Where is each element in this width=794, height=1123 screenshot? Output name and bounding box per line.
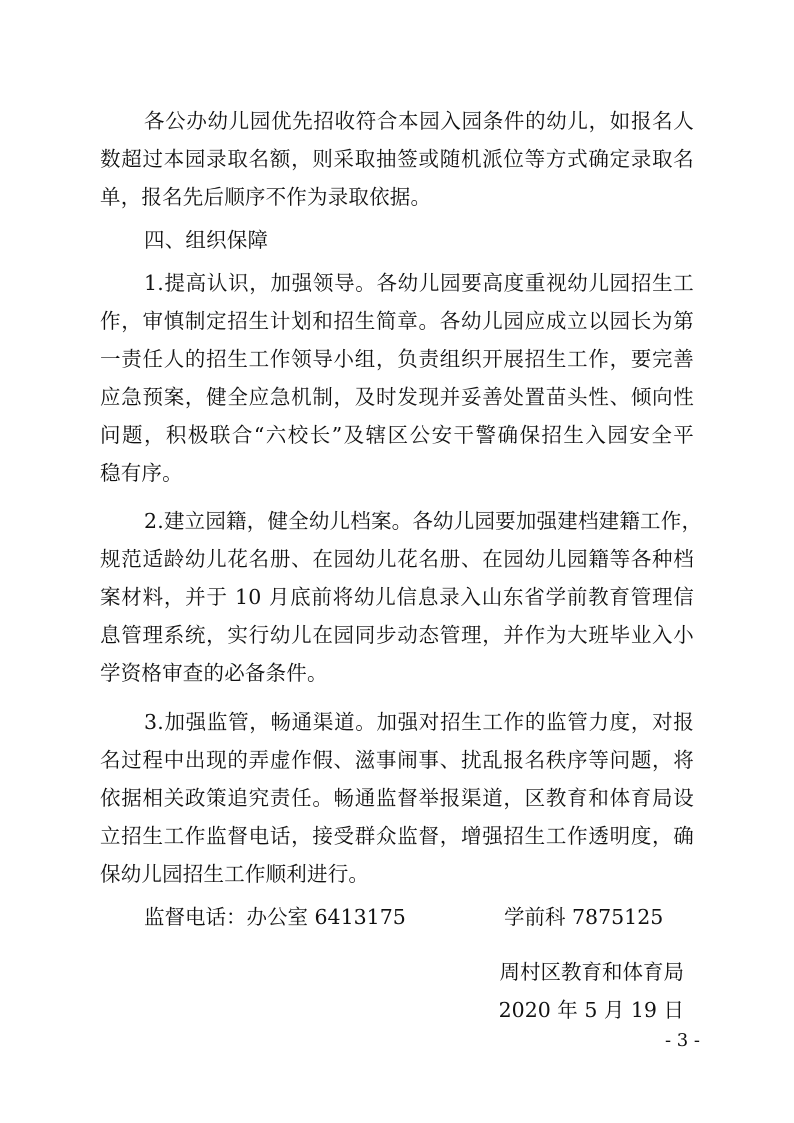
paragraph-4-line-3: 案材料，并于 10 月底前将幼儿信息录入山东省学前教育管理信 [100,585,694,609]
paragraph-3-line-5: 问题，积极联合“六校长”及辖区公安干警确保招生入园安全平 [100,423,694,447]
paragraph-1-line-3: 单，报名先后顺序不作为录取依据。 [100,185,432,209]
paragraph-3-line-1: 1.提高认识，加强领导。各幼儿园要高度重视幼儿园招生工 [144,271,694,295]
signature-date: 2020 年 5 月 19 日 [498,998,684,1022]
paragraph-5-line-5: 保幼儿园招生工作顺利进行。 [100,862,370,886]
paragraph-3-line-6: 稳有序。 [100,461,183,485]
paragraph-4-line-1: 2.建立园籍，健全幼儿档案。各幼儿园要加强建档建籍工作， [144,509,703,533]
section-heading: 四、组织保障 [144,228,269,252]
paragraph-3-line-2: 作，审慎制定招生计划和招生简章。各幼儿园应成立以园长为第 [100,309,694,333]
paragraph-5-line-4: 立招生工作监督电话，接受群众监督，增强招生工作透明度，确 [100,824,694,848]
page-number: - 3 - [664,1030,700,1051]
paragraph-5-line-3: 依据相关政策追究责任。畅通监督举报渠道，区教育和体育局设 [100,786,694,810]
paragraph-3-line-4: 应急预案，健全应急机制，及时发现并妥善处置苗头性、倾向性 [100,385,694,409]
signature-org: 周村区教育和体育局 [499,960,684,984]
paragraph-5-line-2: 名过程中出现的弄虚作假、滋事闹事、扰乱报名秩序等问题，将 [100,748,694,772]
supervision-phone [144,900,664,930]
paragraph-1-line-2: 数超过本园录取名额，则采取抽签或随机派位等方式确定录取名 [100,147,694,171]
paragraph-4-line-2: 规范适龄幼儿花名册、在园幼儿花名册、在园幼儿园籍等各种档 [100,547,694,571]
paragraph-5-line-1: 3.加强监管，畅通渠道。加强对招生工作的监管力度，对报 [144,710,694,734]
phone-office: 监督电话：办公室 6413175 [144,905,406,929]
paragraph-1-line-1: 各公办幼儿园优先招收符合本园入园条件的幼儿，如报名人 [144,109,694,133]
paragraph-3-line-3: 一责任人的招生工作领导小组，负责组织开展招生工作，要完善 [100,347,694,371]
paragraph-4-line-4: 息管理系统，实行幼儿在园同步动态管理，并作为大班毕业入小 [100,623,694,647]
paragraph-4-line-5: 学资格审查的必备条件。 [100,661,328,685]
phone-preschool: 学前科 7875125 [504,905,664,929]
